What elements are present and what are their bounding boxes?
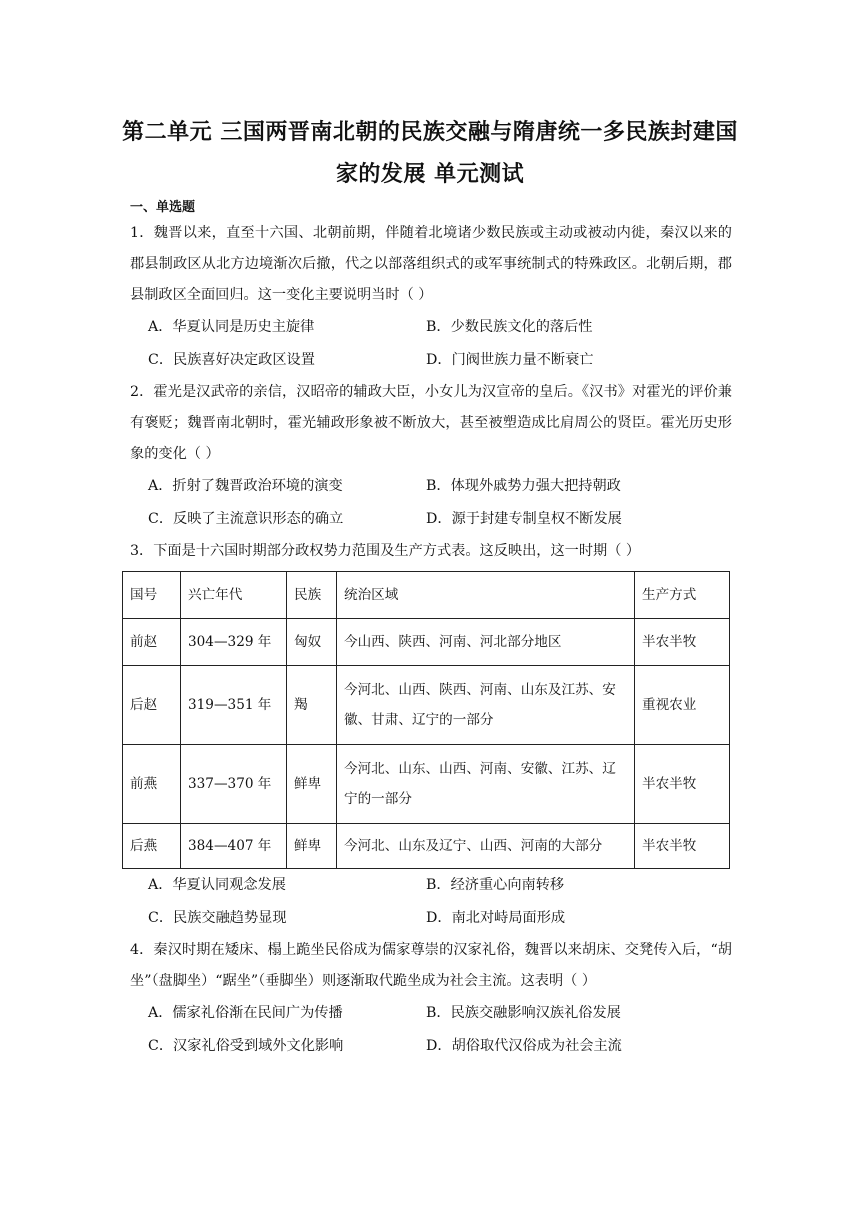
- table-row: [123, 824, 730, 869]
- header-cell: 统治区域: [337, 572, 635, 619]
- table-header-row: [123, 572, 730, 619]
- question-text: 3．下面是十六国时期部分政权势力范围及生产方式表。这反映出，这一时期（ ）: [130, 543, 641, 559]
- table-cell: 半农半牧: [635, 619, 730, 666]
- table-cell: 今河北、山西、陕西、河南、山东及江苏、安徽、甘肃、辽宁的一部分: [337, 666, 635, 745]
- title-line-1: 第二单元 三国两晋南北朝的民族交融与隋唐统一多民族封建国: [122, 120, 738, 145]
- question-3: [130, 536, 732, 935]
- question-2: [130, 377, 732, 536]
- header-cell: 民族: [287, 572, 337, 619]
- questions-list: [130, 218, 732, 1063]
- option-d: D．南北对峙局面形成: [426, 910, 566, 926]
- document-title: [120, 112, 740, 196]
- title-line-2: 家的发展 单元测试: [335, 162, 525, 187]
- table-cell: 337—370 年: [181, 745, 287, 824]
- table-cell: 384—407 年: [181, 824, 287, 869]
- question-4: [130, 935, 732, 1063]
- table-cell: 匈奴: [287, 619, 337, 666]
- table-cell: 鲜卑: [287, 745, 337, 824]
- option-a: A．折射了魏晋政治环境的演变: [148, 478, 343, 494]
- table-cell: 319—351 年: [181, 666, 287, 745]
- option-c: C．民族喜好决定政区设置: [148, 352, 315, 368]
- header-cell: 国号: [123, 572, 181, 619]
- question-text: 1．魏晋以来，直至十六国、北朝前期，伴随着北境诸少数民族或主动或被动内徙，秦汉以来的郡县制政区从北方边境渐次后撤，代之以部落组织式的或军事统制式的特殊政区。北朝后期，郡县制政区全面回归。这一变化主要说明当时（ ）: [130, 225, 732, 303]
- options-grid: [148, 470, 732, 536]
- option-a: A．华夏认同是历史主旋律: [148, 319, 315, 335]
- table-row: [123, 619, 730, 666]
- option-c: C．民族交融趋势显现: [148, 910, 287, 926]
- question-1: [130, 218, 732, 377]
- table-cell: 今河北、山东、山西、河南、安徽、江苏、辽宁的一部分: [337, 745, 635, 824]
- option-d: D．源于封建专制皇权不断发展: [426, 511, 622, 527]
- header-cell: 兴亡年代: [181, 572, 287, 619]
- question-text: 2．霍光是汉武帝的亲信，汉昭帝的辅政大臣，小女儿为汉宣帝的皇后。《汉书》对霍光的评价兼有褒贬；魏晋南北朝时，霍光辅政形象被不断放大，甚至被塑造成比肩周公的贤臣。霍光历史形象的变化（ ）: [130, 384, 732, 462]
- table-cell: 今山西、陕西、河南、河北部分地区: [337, 619, 635, 666]
- table-cell: 鲜卑: [287, 824, 337, 869]
- table-cell: 前赵: [123, 619, 181, 666]
- table-row: [123, 745, 730, 824]
- option-b: B．少数民族文化的落后性: [426, 319, 593, 335]
- question-text: 4．秦汉时期在矮床、榻上跪坐民俗成为儒家尊崇的汉家礼俗，魏晋以来胡床、交凳传入后，“胡坐”（盘脚坐）“踞坐”（垂脚坐）则逐渐取代跪坐成为社会主流。这表明（ ）: [130, 942, 732, 989]
- table-cell: 半农半牧: [635, 745, 730, 824]
- table-cell: 重视农业: [635, 666, 730, 745]
- table-cell: 今河北、山东及辽宁、山西、河南的大部分: [337, 824, 635, 869]
- option-c: C．反映了主流意识形态的确立: [148, 511, 344, 527]
- option-b: B．经济重心向南转移: [426, 877, 565, 893]
- table-row: [123, 666, 730, 745]
- option-d: D．胡俗取代汉俗成为社会主流: [426, 1038, 622, 1054]
- table-cell: 前燕: [123, 745, 181, 824]
- table-cell: 羯: [287, 666, 337, 745]
- option-b: B．体现外戚势力强大把持朝政: [426, 478, 621, 494]
- table-cell: 后赵: [123, 666, 181, 745]
- options-grid: [148, 997, 732, 1063]
- section-heading: 一、单选题: [130, 200, 196, 215]
- table-cell: 后燕: [123, 824, 181, 869]
- options-grid: [148, 869, 732, 935]
- option-d: D．门阀世族力量不断衰亡: [426, 352, 594, 368]
- option-c: C．汉家礼俗受到域外文化影响: [148, 1038, 344, 1054]
- regimes-table: [122, 571, 730, 869]
- table-cell: 304—329 年: [181, 619, 287, 666]
- options-grid: [148, 311, 732, 377]
- table-cell: 半农半牧: [635, 824, 730, 869]
- option-a: A．儒家礼俗渐在民间广为传播: [148, 1005, 343, 1021]
- header-cell: 生产方式: [635, 572, 730, 619]
- option-a: A．华夏认同观念发展: [148, 877, 286, 893]
- option-b: B．民族交融影响汉族礼俗发展: [426, 1005, 621, 1021]
